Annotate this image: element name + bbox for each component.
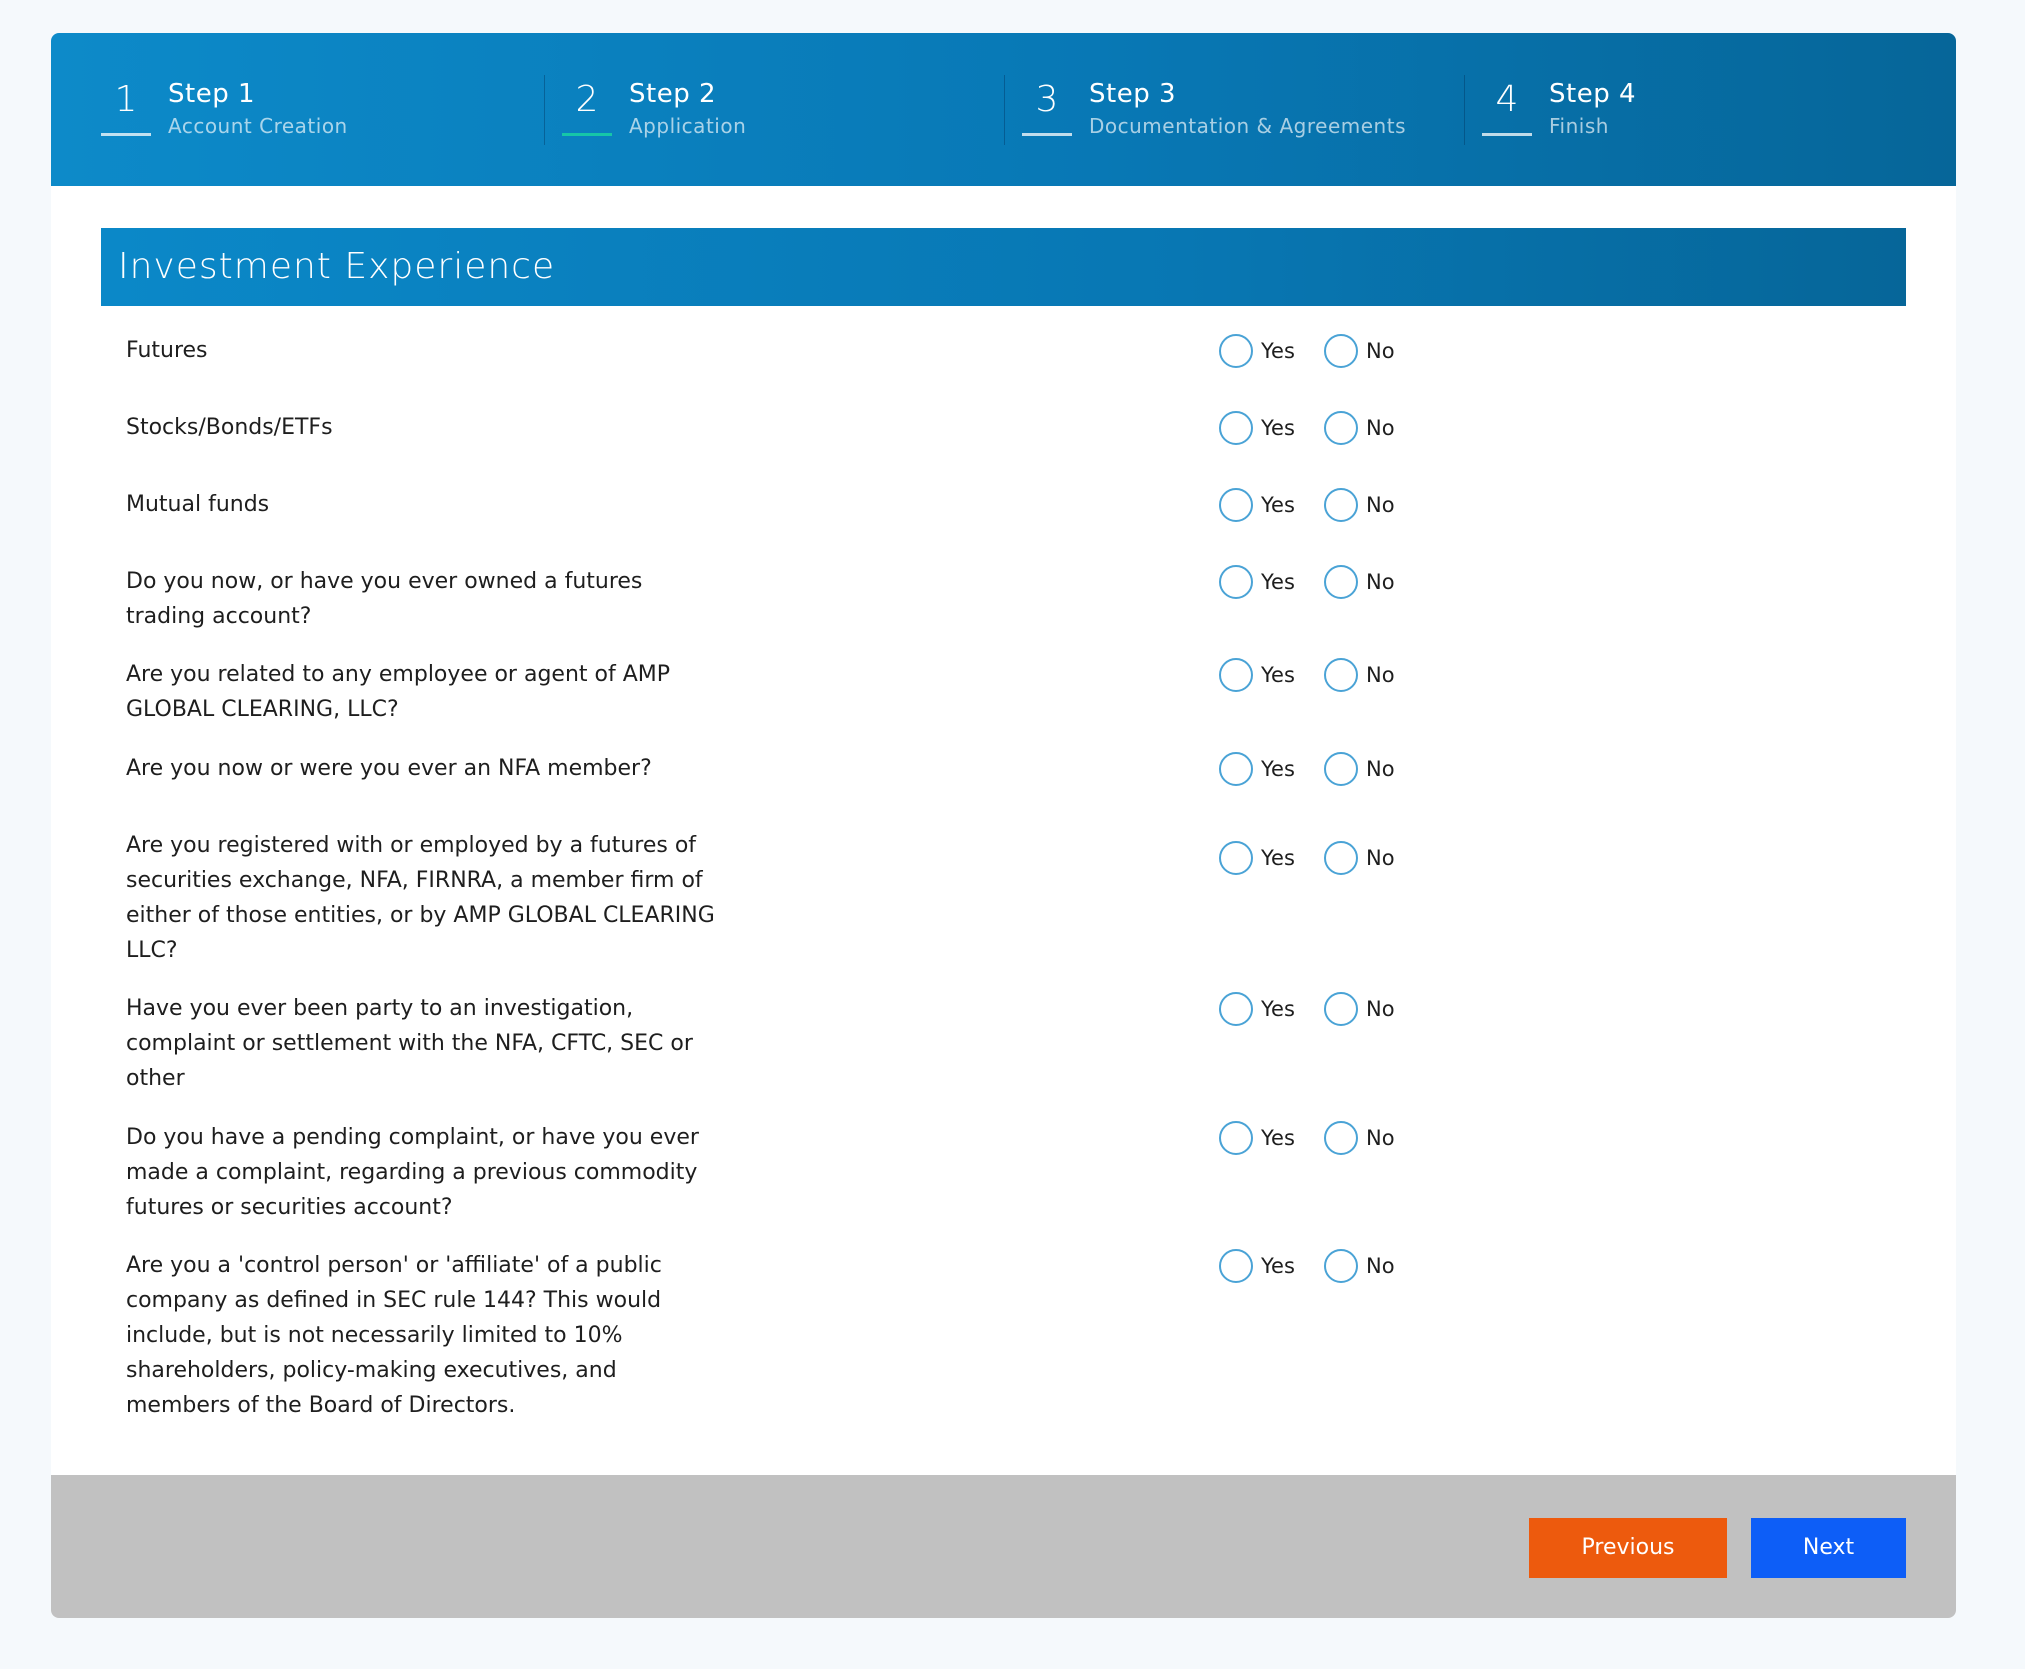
yes-label: Yes [1261,493,1295,517]
question-investigation: Have you ever been party to an investigation, complaint or settlement with the NFA, CFTC, SEC or other [126,996,693,1091]
question-related-employee: Are you related to any employee or agent of AMP GLOBAL CLEARING, LLC? [126,662,671,722]
step-subtitle: Documentation & Agreements [1089,114,1406,138]
question-stocks-bonds-etfs: Stocks/Bonds/ETFs [126,415,333,440]
yes-label: Yes [1261,1254,1295,1278]
radio-button[interactable] [1219,565,1253,599]
step-divider [1464,75,1465,145]
radio-button[interactable] [1219,841,1253,875]
radio-button[interactable] [1324,334,1358,368]
question-control-person: Are you a 'control person' or 'affiliate' of a public company as defined in SEC rule 144? This would include, but is not necessarily limited to 10% shareholders, policy-making executives, and members of the Board of Directors. [126,1253,662,1418]
no-label: No [1366,846,1395,870]
radio-button[interactable] [1324,1249,1358,1283]
no-label: No [1366,663,1395,687]
no-label: No [1366,757,1395,781]
question-pending-complaint: Do you have a pending complaint, or have you ever made a complaint, regarding a previous commodity futures or securities account? [126,1125,699,1220]
no-label: No [1366,339,1395,363]
step-divider [1004,75,1005,145]
no-label: No [1366,570,1395,594]
yes-label: Yes [1261,757,1295,781]
question-nfa-member: Are you now or were you ever an NFA member? [126,756,652,781]
step-underline [101,133,151,136]
step-subtitle: Application [629,114,747,138]
form-footer [51,1475,1956,1618]
no-label: No [1366,1254,1395,1278]
yes-label: Yes [1261,1126,1295,1150]
step-underline [1022,133,1072,136]
step-divider [544,75,545,145]
step-progress-bar [51,33,1956,186]
yes-label: Yes [1261,663,1295,687]
yes-label: Yes [1261,997,1295,1021]
radio-button[interactable] [1324,841,1358,875]
step-subtitle: Finish [1549,114,1609,138]
radio-button[interactable] [1219,411,1253,445]
step-number: 2 [575,79,599,120]
radio-button[interactable] [1324,411,1358,445]
radio-button[interactable] [1219,334,1253,368]
yes-label: Yes [1261,570,1295,594]
question-futures: Futures [126,338,208,363]
radio-button[interactable] [1219,1121,1253,1155]
step-title: Step 2 [629,79,717,109]
question-registered-exchange: Are you registered with or employed by a futures of securities exchange, NFA, FIRNRA, a member firm of either of those entities, or by AMP GLOBAL CLEARING LLC? [126,833,715,963]
step-title: Step 4 [1549,79,1637,109]
step-number: 3 [1035,79,1059,120]
radio-button[interactable] [1219,488,1253,522]
previous-button[interactable]: Previous [1529,1518,1727,1578]
no-label: No [1366,416,1395,440]
radio-button[interactable] [1324,752,1358,786]
question-mutual-funds: Mutual funds [126,492,270,517]
question-futures-account: Do you now, or have you ever owned a futures trading account? [126,569,643,629]
radio-button[interactable] [1219,658,1253,692]
radio-button[interactable] [1324,992,1358,1026]
section-header [101,228,1906,306]
radio-button[interactable] [1324,658,1358,692]
radio-button[interactable] [1219,1249,1253,1283]
step-subtitle: Account Creation [168,114,348,138]
yes-label: Yes [1261,339,1295,363]
no-label: No [1366,1126,1395,1150]
yes-label: Yes [1261,416,1295,440]
section-title: Investment Experience [118,246,556,287]
radio-button[interactable] [1324,1121,1358,1155]
step-number: 4 [1495,79,1519,120]
yes-label: Yes [1261,846,1295,870]
radio-button[interactable] [1219,752,1253,786]
no-label: No [1366,997,1395,1021]
application-card [51,33,1956,1618]
step-title: Step 3 [1089,79,1177,109]
step-title: Step 1 [168,79,256,109]
next-button[interactable]: Next [1751,1518,1906,1578]
no-label: No [1366,493,1395,517]
radio-button[interactable] [1219,992,1253,1026]
step-active-underline [562,133,612,136]
step-number: 1 [114,79,138,120]
radio-button[interactable] [1324,488,1358,522]
radio-button[interactable] [1324,565,1358,599]
step-underline [1482,133,1532,136]
